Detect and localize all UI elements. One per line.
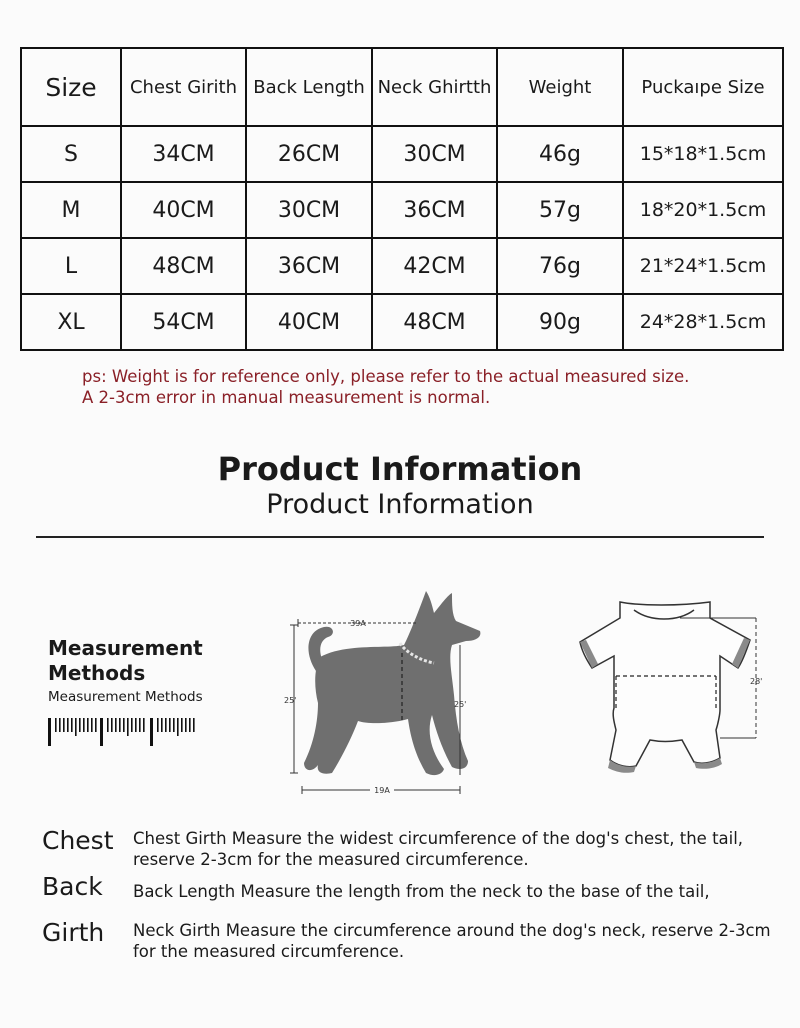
dog-measurement-diagram: [276, 583, 496, 803]
note-line-2: A 2-3cm error in manual measurement is normal.: [82, 388, 491, 407]
cell-package: 24*28*1.5cm: [623, 294, 783, 350]
shirt-right-label: 28': [750, 677, 763, 686]
cell-size: S: [21, 126, 121, 182]
cell-weight: 46g: [497, 126, 623, 182]
dog-bottom-label: 19A: [374, 786, 390, 795]
description-term: Back: [42, 872, 103, 901]
dog-top-label: 39A: [350, 619, 366, 628]
description-term: Chest: [42, 826, 114, 855]
product-info-subtitle: Product Information: [266, 489, 534, 520]
cell-chest: 40CM: [121, 182, 246, 238]
cell-chest: 48CM: [121, 238, 246, 294]
cell-package: 18*20*1.5cm: [623, 182, 783, 238]
size-table: [20, 47, 784, 351]
table-row: [21, 238, 783, 294]
cell-weight: 90g: [497, 294, 623, 350]
header-chest-girth: Chest Girith: [121, 48, 246, 126]
dog-shirt-diagram: [570, 592, 780, 782]
header-weight: Weight: [497, 48, 623, 126]
header-package-size: Puckaıpe Size: [623, 48, 783, 126]
ruler-icon: [48, 714, 198, 748]
cell-back: 40CM: [246, 294, 372, 350]
dog-left-label: 25': [284, 696, 297, 705]
description-text: Neck Girth Measure the circumference around the dog's neck, reserve 2-3cm for the measured circumference.: [133, 921, 771, 961]
cell-chest: 54CM: [121, 294, 246, 350]
description-text: Back Length Measure the length from the neck to the base of the tail,: [133, 882, 710, 901]
cell-weight: 57g: [497, 182, 623, 238]
dog-right-label: 25': [454, 700, 467, 709]
cell-neck: 48CM: [372, 294, 497, 350]
description-text: Chest Girth Measure the widest circumference of the dog's chest, the tail, reserve 2-3cm for the measured circumference.: [133, 829, 744, 869]
table-row: [21, 182, 783, 238]
description-term: Girth: [42, 918, 105, 947]
cell-neck: 30CM: [372, 126, 497, 182]
cell-size: L: [21, 238, 121, 294]
cell-weight: 76g: [497, 238, 623, 294]
header-back-length: Back Length: [246, 48, 372, 126]
product-info-title: Product Information: [217, 450, 583, 488]
cell-back: 26CM: [246, 126, 372, 182]
cell-back: 30CM: [246, 182, 372, 238]
header-size: Size: [21, 48, 121, 126]
dog-silhouette-icon: [304, 591, 480, 775]
cell-neck: 36CM: [372, 182, 497, 238]
measurement-methods-title: Measurement Methods: [48, 636, 203, 685]
table-row: [21, 294, 783, 350]
measurement-methods-subtitle: Measurement Methods: [48, 689, 203, 705]
cell-size: XL: [21, 294, 121, 350]
cell-package: 21*24*1.5cm: [623, 238, 783, 294]
table-row: [21, 126, 783, 182]
cell-size: M: [21, 182, 121, 238]
cell-chest: 34CM: [121, 126, 246, 182]
size-table-header-row: [21, 48, 783, 126]
header-neck-girth: Neck Ghirtth: [372, 48, 497, 126]
reference-note: [82, 366, 689, 408]
dog-shirt-icon: [580, 602, 750, 773]
section-divider: [36, 536, 764, 538]
cell-package: 15*18*1.5cm: [623, 126, 783, 182]
cell-back: 36CM: [246, 238, 372, 294]
note-line-1: ps: Weight is for reference only, please refer to the actual measured size.: [82, 367, 690, 386]
cell-neck: 42CM: [372, 238, 497, 294]
